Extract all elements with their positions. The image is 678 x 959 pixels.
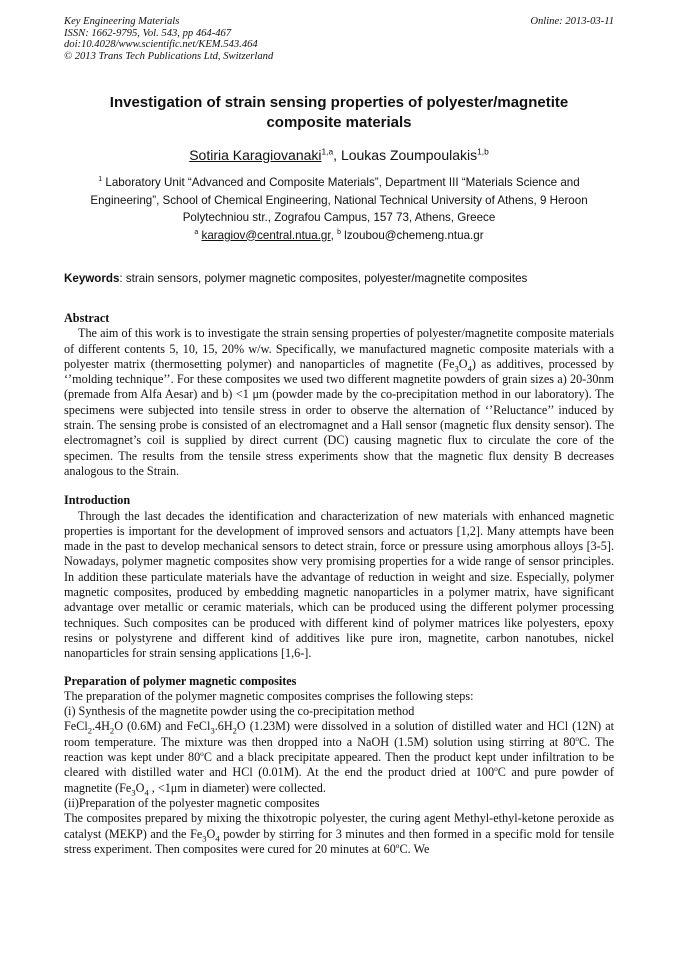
keywords-text: : strain sensors, polymer magnetic composites, polyester/magnetite composites <box>119 272 528 285</box>
journal-name: Key Engineering Materials <box>64 16 180 27</box>
doi-line: doi:10.4028/www.scientific.net/KEM.543.464 <box>64 39 258 50</box>
email-mark-a: a <box>194 228 199 236</box>
paper-title: Investigation of strain sensing properties of polyester/magnetite composite materials <box>109 94 569 131</box>
subscript: 4 <box>467 363 472 374</box>
abstract-text <box>64 326 614 479</box>
abstract-heading: Abstract <box>64 311 110 325</box>
introduction-text: Through the last decades the identification and characterization of new materials with enhanced magnetic properties is important for the development of improved sensors and actuators [1,2]. Many attempts have been made in the past to develop mechanical sensors to detect strain, force or pressure using amorphous alloys [3-5]. Nowadays, polymer magnetic composites show very promising properties for a wide range of sensor principles. In addition these particulate materials have the advantage of reduction in weight and size. Especially, polymer magnetic composites, produced by embedding magnetic nanoparticles in a polymer matrix, have significant advantage over metallic or ceramic materials, which can be produced using the different polymer processing techniques. Such composites can be produced with different kind of polymer matrices like polyesters, epoxy resins or polystyrene and different kind of additives like pure iron, magnetite, carbon nanotubes, nickel nanoparticles for strain sensing applications [1,6-]. <box>64 508 614 661</box>
step-2-heading: (ii)Preparation of the polyester magnetic composites <box>64 795 320 810</box>
author-list <box>64 146 614 164</box>
affiliation-address <box>64 174 614 227</box>
step-1-heading: (i) Synthesis of the magnetite powder using the co-precipitation method <box>64 704 415 719</box>
text-part: .4H <box>91 719 110 734</box>
email-line <box>64 227 614 245</box>
introduction-section <box>64 493 614 661</box>
step-2-text <box>64 811 614 857</box>
author-2-affiliation-mark: 1,b <box>477 146 489 157</box>
affiliation-block <box>64 174 614 244</box>
text-part: powder by stirring for 3 minutes and then formed in a specific mold for tensile stress experiment. Then composites were cured for 20 minutes at 60 <box>64 826 615 856</box>
author-separator: , <box>333 147 341 163</box>
abstract-text-part: ) as additives, processed by ‘’molding technique’’. For these composites we used two different magnetite powders of grain sizes a) 20-30nm (premade from Alfa Aesar) and b) <1 μm (powder made by the co-precipitation method in our laboratory). The specimens were subjected into tensile stress in order to observe the alternation of ‘’Reluctance’’ induced by strain. The sensing probe is consisted of an electromagnet and a Hall sensor (magnetic flux density sensor). The electromagnet’s coil is supplied by direct current (DC) causing magnetic flux to circulate the core of the specimen. The results from the tensile stress experiments show that the magnetic flux density B decreases analogous to the Strain. <box>64 356 614 478</box>
author-2-name: Loukas Zoumpoulakis <box>340 147 478 163</box>
abstract-section <box>64 311 614 479</box>
subscript: 3 <box>202 832 207 843</box>
abstract-text-part: O <box>458 356 468 371</box>
text-part: C. We <box>399 841 430 856</box>
text-part: C and pure powder of magnetite (Fe <box>64 765 614 795</box>
affiliation-mark: 1 <box>98 176 103 184</box>
author-1-affiliation-mark: 1,a <box>321 146 334 157</box>
subscript: 3 <box>454 363 459 374</box>
issn-line: ISSN: 1662-9795, Vol. 543, pp 464-467 <box>64 27 232 39</box>
email-link-b[interactable]: lzoubou@chemeng.ntua.gr <box>344 228 484 242</box>
text-part: O (1.23M) were dissolved in a solution of distilled water and HCl (12N) at room temperature. The mixture was then dropped into a NaOH (1.5M) solution using stirring at 80 <box>64 719 614 749</box>
subscript: 4 <box>215 832 220 843</box>
subscript: 2 <box>232 725 237 736</box>
keywords-line <box>64 271 614 286</box>
subscript: 2 <box>109 725 115 736</box>
text-part: FeCl <box>64 719 88 734</box>
text-part: , <1μm in diameter) were collected. <box>148 780 326 795</box>
preparation-intro: The preparation of the polymer magnetic composites comprises the following steps: <box>64 688 474 703</box>
copyright-line: © 2013 Trans Tech Publications Ltd, Switzerland <box>64 50 274 62</box>
degree-mark: o <box>395 840 400 850</box>
subscript: 4 <box>144 787 149 798</box>
introduction-heading: Introduction <box>64 493 131 508</box>
text-part: O <box>206 826 216 841</box>
text-part: O (0.6M) and FeCl <box>114 719 211 734</box>
email-separator: , <box>330 228 338 242</box>
email-link-a[interactable]: karagiov@central.ntua.gr <box>201 228 331 242</box>
text-part: O <box>135 780 145 795</box>
degree-mark: o <box>494 764 498 774</box>
degree-mark: o <box>200 748 204 758</box>
text-part: C and a black precipitate appeared. Then the product kept under infiltration to be cleared with distilled water and HCl (0.01M). At the end the product dried at 100 <box>64 750 614 780</box>
subscript: 3 <box>210 725 215 736</box>
subscript: 3 <box>131 787 136 798</box>
online-date: Online: 2013-03-11 <box>530 16 614 27</box>
preparation-section <box>64 674 614 858</box>
journal-header <box>64 16 614 62</box>
abstract-text-part: The aim of this work is to investigate the strain sensing properties of polyester/magnetite composite materials of different contents 5, 10, 15, 20% w/w. Specifically, we manufactured magnetic composite materials with a polyester matrix (thermosetting polymer) and nanoparticles of magnetite (Fe <box>64 326 614 371</box>
keywords-label: Keywords <box>64 272 120 285</box>
degree-mark: o <box>575 733 580 743</box>
preparation-heading: Preparation of polymer magnetic composites <box>64 673 297 688</box>
text-part: The composites prepared by mixing the thixotropic polyester, the curing agent Methyl-ethyl-ketone peroxide as catalyst (MEKP) and the Fe <box>64 811 614 841</box>
affiliation-text: Laboratory Unit “Advanced and Composite Materials”, Department III “Materials Science and Engineering”, School of Chemical Engineering, National Technical University of Athens, 9 Heroon Polytechniou str., Zografou Campus, 157 73, Athens, Greece <box>90 176 588 224</box>
text-part: C. The reaction was kept under 80 <box>64 734 614 765</box>
step-1-text <box>64 719 614 798</box>
email-mark-b: b <box>337 228 341 236</box>
text-part: .6H <box>214 719 233 734</box>
author-1-name: Sotiria Karagiovanaki <box>189 147 322 163</box>
subscript: 2 <box>87 725 92 736</box>
